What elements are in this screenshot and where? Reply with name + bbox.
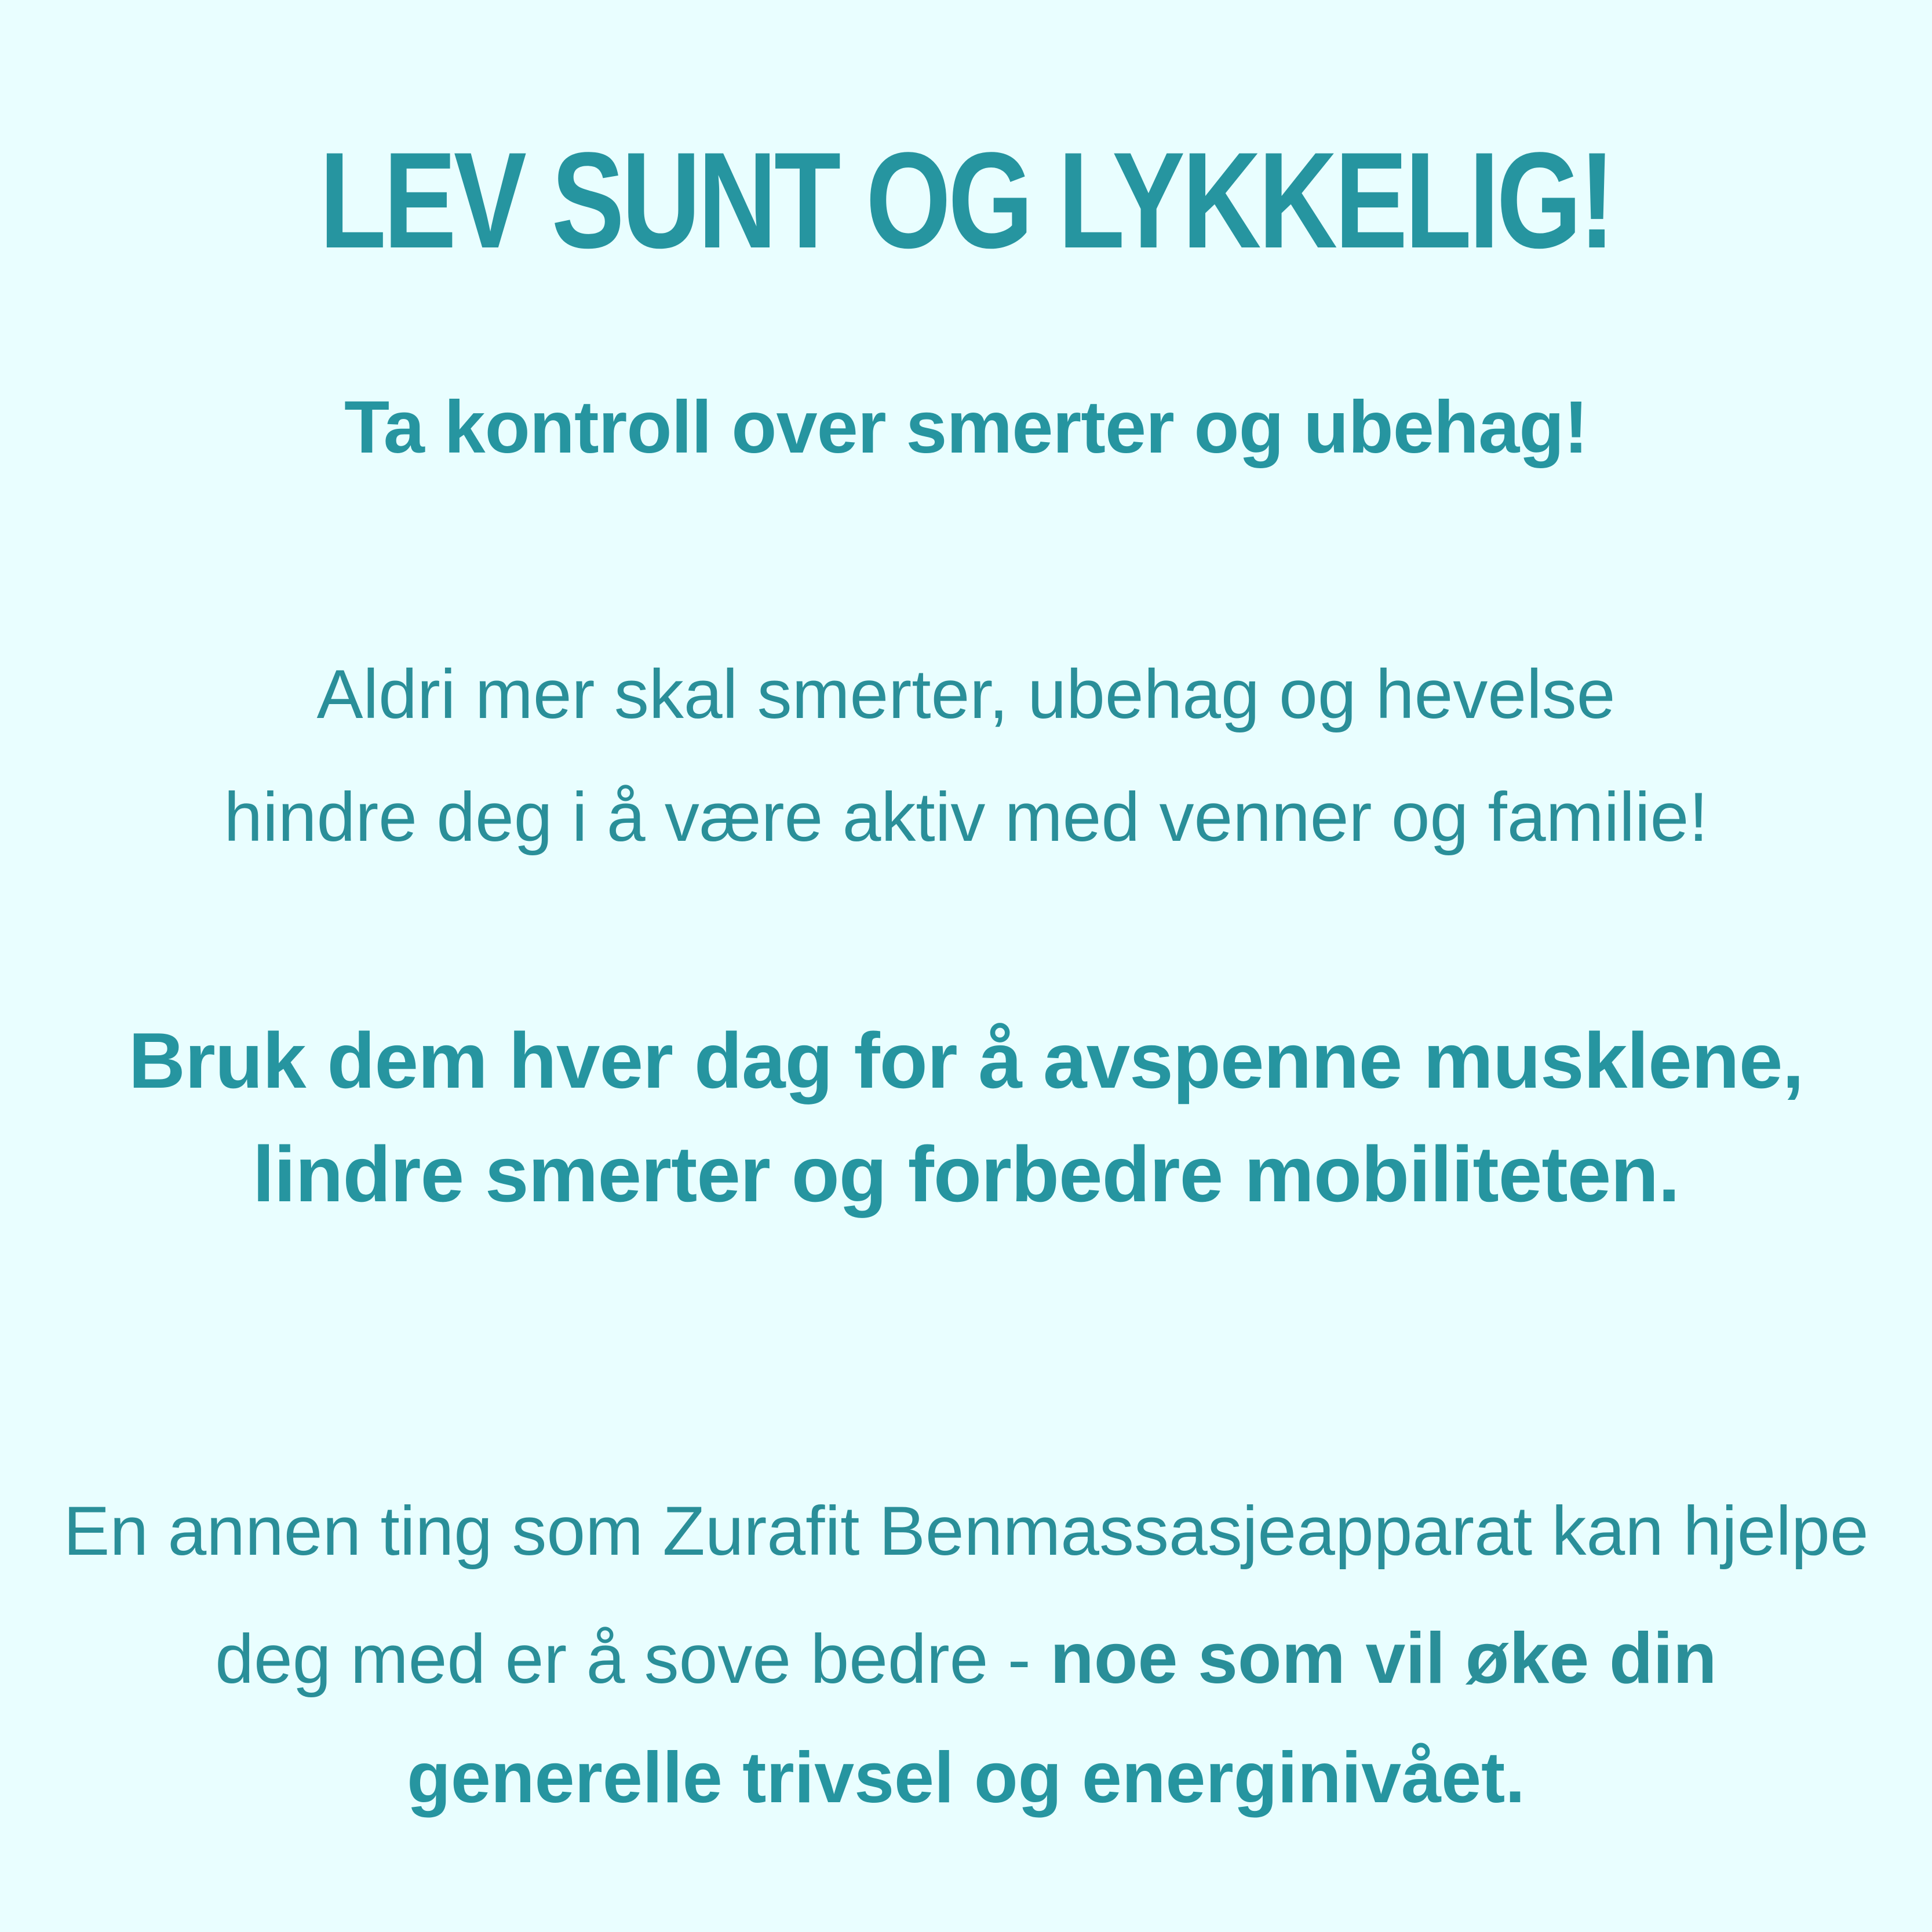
closing-line-2-regular: deg med er å sove bedre - [215,1620,1051,1698]
closing-line-2-bold: noe som vil øke din [1050,1618,1717,1698]
closing-line-1: En annen ting som Zurafit Benmassasjeapparat kan hjelpe [63,1492,1869,1570]
intro-line-1: Aldri mer skal smerter, ubehag og hevelse [316,655,1616,733]
subheadline: Ta kontroll over smerter og ubehag! [344,386,1588,469]
intro-line-2: hindre deg i å være aktiv med venner og familie! [224,778,1708,856]
closing-line-2 [0,1618,1932,1698]
usage-line-2: lindre smerter og forbedre mobiliteten. [252,1130,1680,1218]
usage-line-1: Bruk dem hver dag for å avspenne musklene, [128,1016,1804,1104]
closing-line-3: generelle trivsel og energinivået. [407,1738,1525,1818]
page-headline: LEV SUNT OG LYKKELIG! [319,124,1613,277]
